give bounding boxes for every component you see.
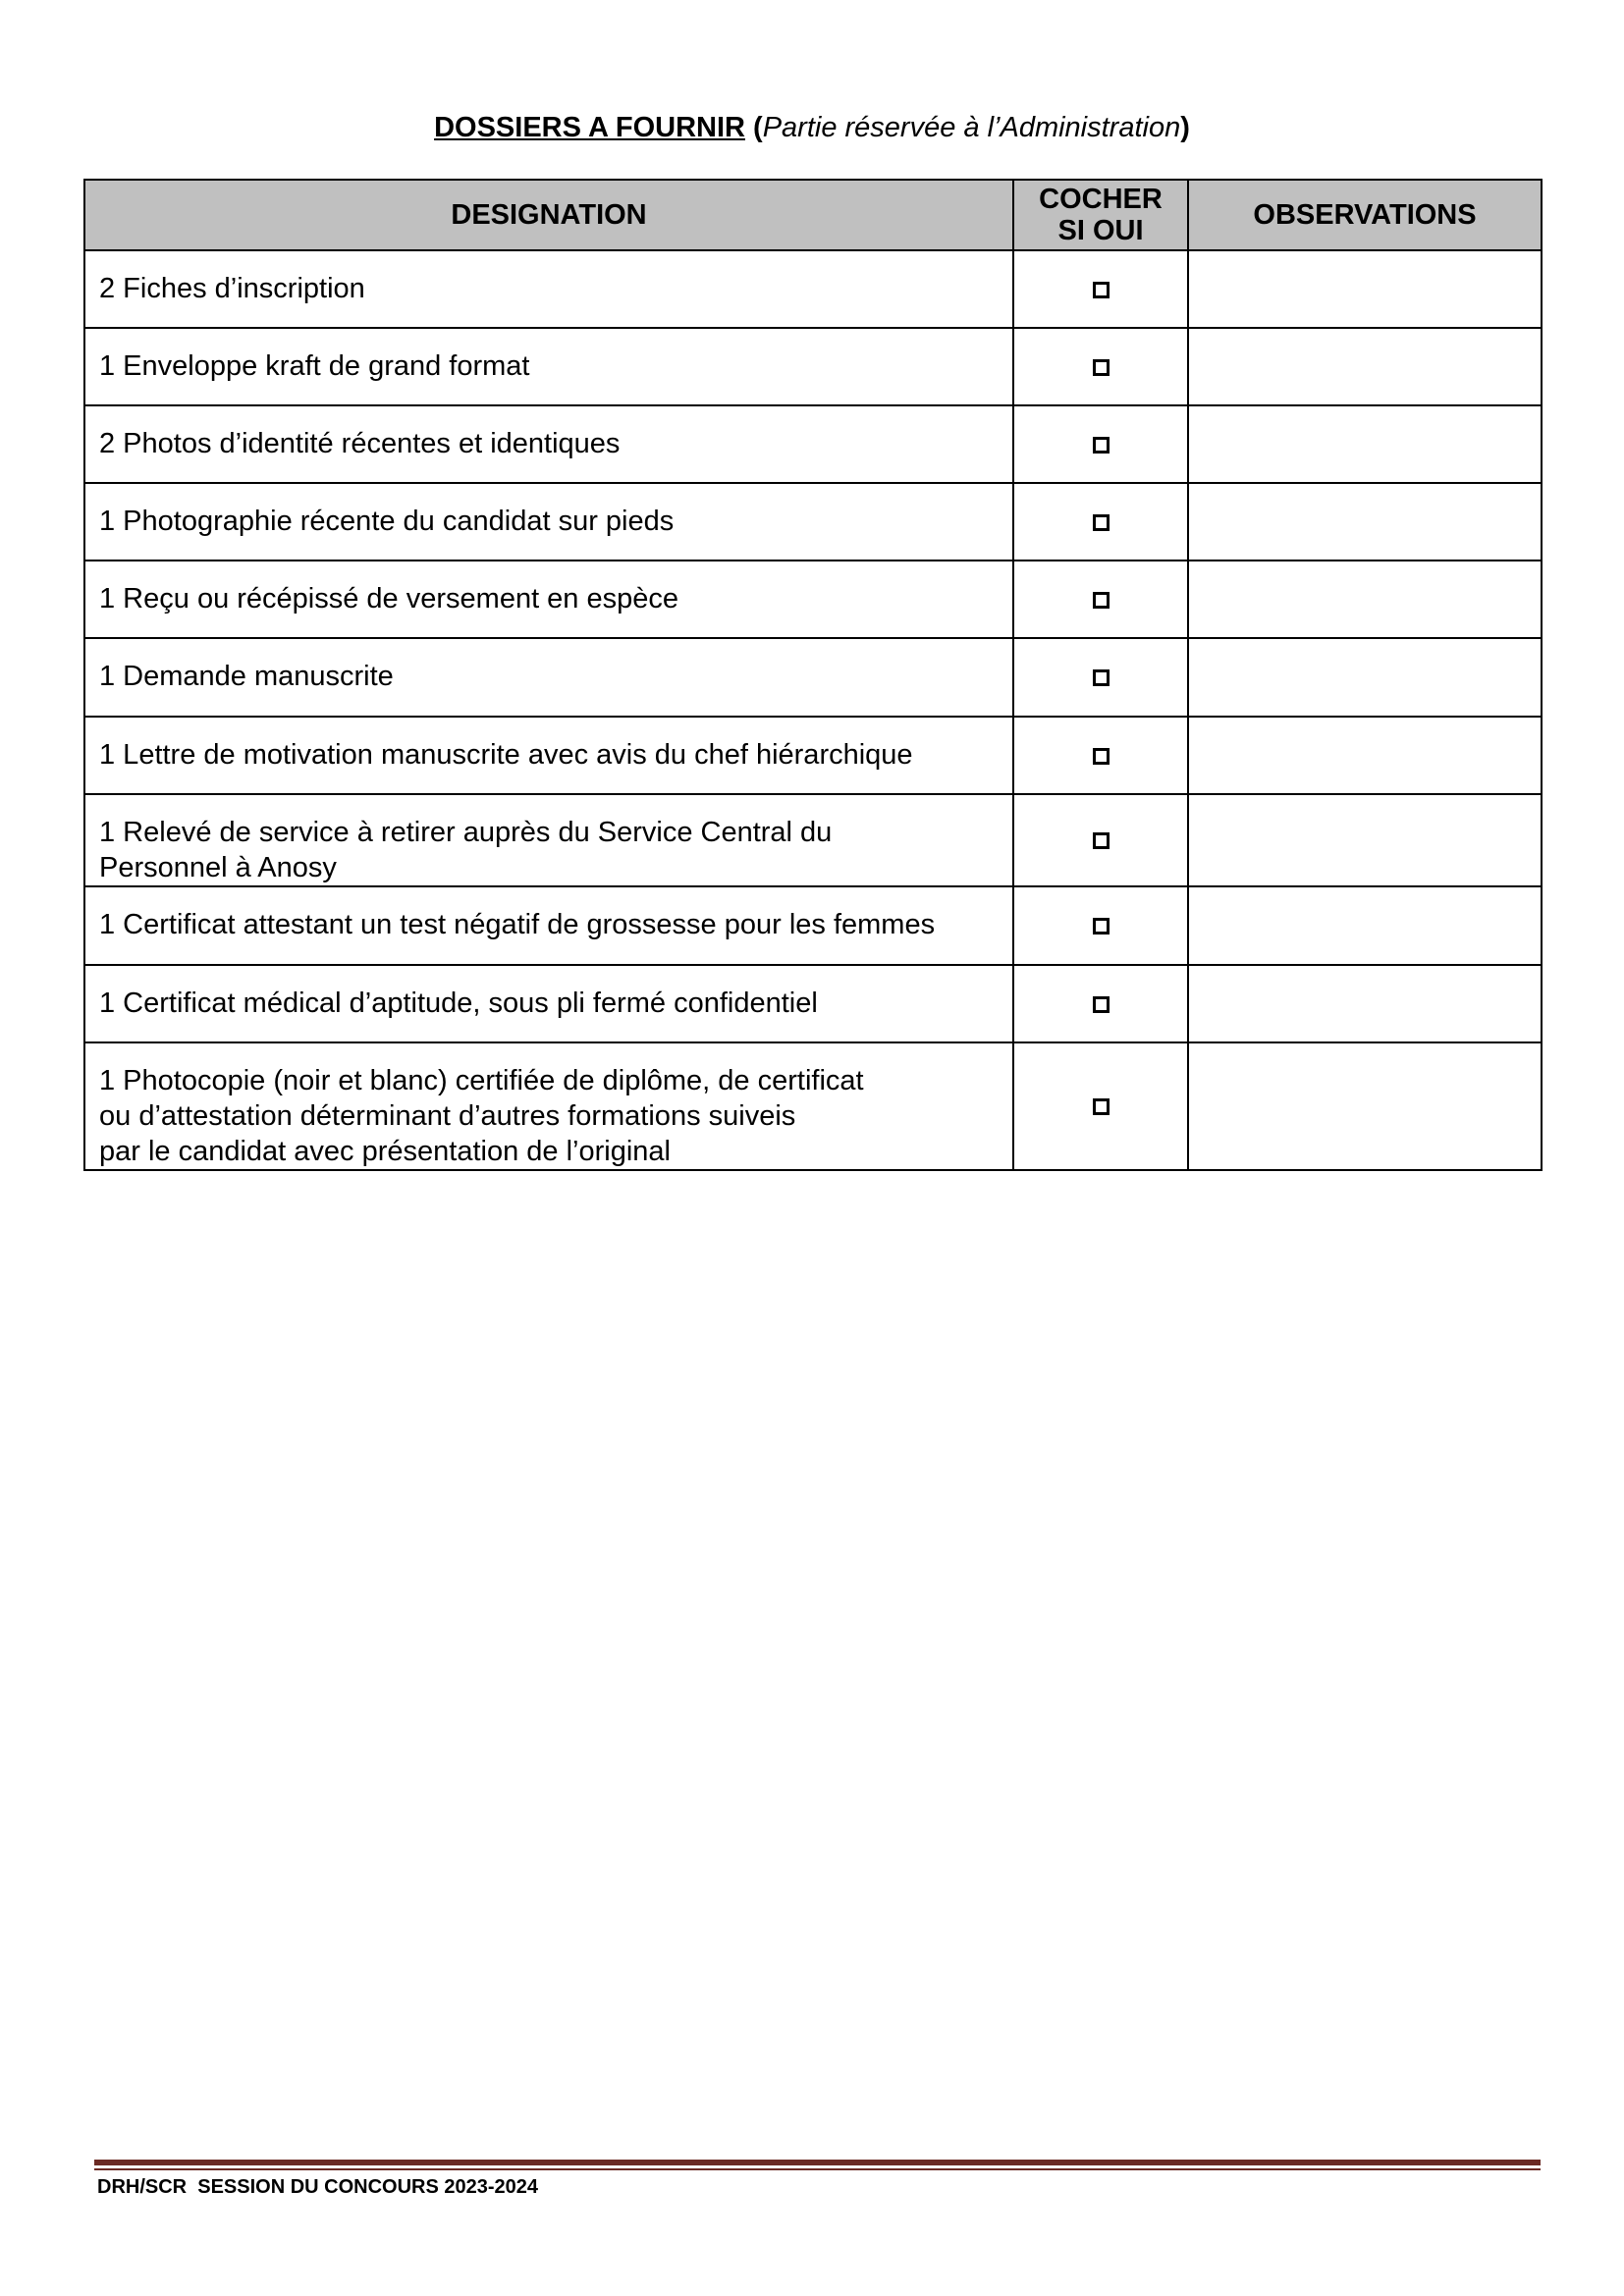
observations-cell[interactable] <box>1188 1042 1542 1170</box>
check-cell <box>1013 328 1188 405</box>
designation-cell <box>84 965 1013 1042</box>
checkbox[interactable] <box>1093 282 1110 298</box>
page-heading <box>0 108 1624 147</box>
table-row <box>84 328 1542 405</box>
table-header-row <box>84 180 1542 250</box>
observations-cell[interactable] <box>1188 886 1542 965</box>
designation-line: 1 Enveloppe kraft de grand format <box>99 350 530 382</box>
check-header-line2: SI OUI <box>1057 215 1144 246</box>
designation-cell <box>84 717 1013 794</box>
designation-line: 2 Fiches d’inscription <box>99 273 365 304</box>
designation-line: par le candidat avec présentation de l’original <box>99 1136 671 1167</box>
designation-cell <box>84 886 1013 965</box>
check-cell <box>1013 405 1188 483</box>
table-row <box>84 561 1542 638</box>
designation-line: 1 Certificat médical d’aptitude, sous pli fermé confidentiel <box>99 988 818 1019</box>
designation-line: 1 Reçu ou récépissé de versement en espèce <box>99 583 679 614</box>
designation-cell <box>84 328 1013 405</box>
checkbox[interactable] <box>1093 514 1110 531</box>
heading-paren-open: ( <box>744 112 763 143</box>
page-title: DOSSIERS A FOURNIR <box>434 112 745 143</box>
checkbox[interactable] <box>1093 748 1110 765</box>
check-cell <box>1013 483 1188 561</box>
designation-line: 2 Photos d’identité récentes et identiques <box>99 428 621 459</box>
observations-cell[interactable] <box>1188 405 1542 483</box>
designation-line: 1 Photographie récente du candidat sur pieds <box>99 506 675 537</box>
designation-cell <box>84 483 1013 561</box>
designation-cell <box>84 561 1013 638</box>
heading-paren-close: ) <box>1180 112 1190 143</box>
observations-header: OBSERVATIONS <box>1188 180 1542 250</box>
documents-table <box>83 179 1543 1171</box>
check-header-line1: COCHER <box>1039 184 1163 215</box>
footer-rule-thin <box>94 2168 1541 2170</box>
table-body <box>84 250 1542 1170</box>
table-row <box>84 405 1542 483</box>
footer-text: DRH/SCR SESSION DU CONCOURS 2023-2024 <box>97 2176 539 2198</box>
designation-cell <box>84 405 1013 483</box>
checkbox[interactable] <box>1093 918 1110 934</box>
designation-line: 1 Certificat attestant un test négatif de grossesse pour les femmes <box>99 909 936 940</box>
heading-note: Partie réservée à l’Administration <box>762 112 1181 143</box>
designation-cell <box>84 794 1013 886</box>
designation-cell <box>84 250 1013 328</box>
designation-line: 1 Relevé de service à retirer auprès du Service Central du <box>99 817 833 848</box>
checkbox[interactable] <box>1093 437 1110 454</box>
checkbox[interactable] <box>1093 592 1110 609</box>
check-cell <box>1013 638 1188 717</box>
designation-cell <box>84 1042 1013 1170</box>
observations-cell[interactable] <box>1188 638 1542 717</box>
checkbox[interactable] <box>1093 359 1110 376</box>
check-header <box>1013 180 1188 250</box>
check-cell <box>1013 965 1188 1042</box>
check-cell <box>1013 1042 1188 1170</box>
observations-cell[interactable] <box>1188 328 1542 405</box>
designation-line: Personnel à Anosy <box>99 852 337 883</box>
observations-cell[interactable] <box>1188 717 1542 794</box>
observations-cell[interactable] <box>1188 794 1542 886</box>
check-cell <box>1013 561 1188 638</box>
check-cell <box>1013 794 1188 886</box>
observations-cell[interactable] <box>1188 483 1542 561</box>
observations-cell[interactable] <box>1188 561 1542 638</box>
checkbox[interactable] <box>1093 996 1110 1013</box>
designation-line: 1 Demande manuscrite <box>99 661 394 692</box>
table-row <box>84 483 1542 561</box>
check-cell <box>1013 886 1188 965</box>
checkbox[interactable] <box>1093 832 1110 849</box>
checkbox[interactable] <box>1093 1098 1110 1115</box>
checkbox[interactable] <box>1093 669 1110 686</box>
table-row <box>84 250 1542 328</box>
designation-line: 1 Lettre de motivation manuscrite avec avis du chef hiérarchique <box>99 739 913 771</box>
designation-header: DESIGNATION <box>84 180 1013 250</box>
observations-cell[interactable] <box>1188 250 1542 328</box>
observations-cell[interactable] <box>1188 965 1542 1042</box>
table-row <box>84 965 1542 1042</box>
check-cell <box>1013 250 1188 328</box>
table-row <box>84 886 1542 965</box>
designation-line: 1 Photocopie (noir et blanc) certifiée de diplôme, de certificat <box>99 1065 864 1096</box>
check-cell <box>1013 717 1188 794</box>
table-row <box>84 1042 1542 1170</box>
table-row <box>84 717 1542 794</box>
footer-rule <box>94 2160 1541 2165</box>
designation-cell <box>84 638 1013 717</box>
designation-line: ou d’attestation déterminant d’autres formations suiveis <box>99 1100 796 1132</box>
table-row <box>84 794 1542 886</box>
table-row <box>84 638 1542 717</box>
